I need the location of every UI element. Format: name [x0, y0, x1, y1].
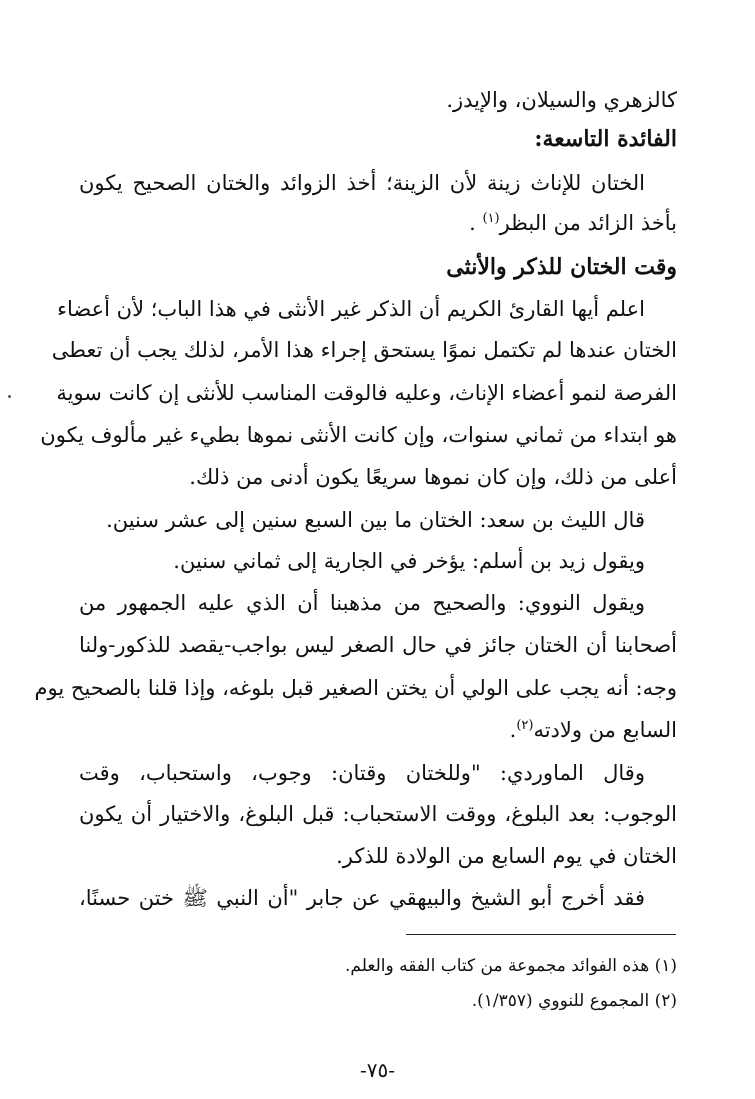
- text-line: كالزهري والسيلان، والإيدز.: [446, 88, 677, 112]
- footnote: (٢) المجموع للنووي (١/٣٥٧).: [471, 991, 677, 1011]
- section-heading: وقت الختان للذكر والأنثى: [446, 254, 677, 280]
- footnote-ref: (١): [482, 211, 500, 226]
- text-line: قال الليث بن سعد: الختان ما بين السبع سنين إلى عشر سنين.: [106, 508, 645, 532]
- text-line: ويقول زيد بن أسلم: يؤخر في الجارية إلى ثماني سنين.: [173, 549, 645, 573]
- text-line: الفرصة لنمو أعضاء الإناث، وعليه فالوقت المناسب للأنثى إن كانت سوية: [56, 381, 677, 405]
- text-line: الختان في يوم السابع من الولادة للذكر.: [336, 844, 677, 868]
- text-segment: السابع من ولادته: [533, 718, 677, 742]
- margin-mark: [8, 395, 11, 398]
- text-line: ويقول النووي: والصحيح من مذهبنا أن الذي عليه الجمهور من: [79, 591, 645, 615]
- text-line: الختان عندها لم تكتمل نموًا يستحق إجراء هذا الأمر، لذلك يجب أن تعطى: [51, 338, 677, 362]
- text-line: [79, 212, 677, 234]
- text-segment: .: [469, 211, 476, 235]
- text-line: الوجوب: بعد البلوغ، ووقت الاستحباب: قبل البلوغ، والاختيار أن يكون: [79, 802, 677, 826]
- text-line: وجه: أنه يجب على الولي أن يختن الصغير قبل بلوغه، وإذا قلنا بالصحيح يوم: [34, 676, 677, 700]
- text-segment: بأخذ الزائد من البظر: [499, 211, 677, 235]
- footnote-divider: [406, 934, 676, 935]
- text-line: [79, 719, 677, 741]
- text-line: فقد أخرج أبو الشيخ والبيهقي عن جابر "أن النبي ﷺ ختن حسنًا،: [79, 886, 645, 910]
- footnote: (١) هذه الفوائد مجموعة من كتاب الفقه والعلم.: [345, 956, 677, 976]
- text-line: وقال الماوردي: "وللختان وقتان: وجوب، واستحباب، وقت: [79, 761, 645, 785]
- footnote-ref: (٢): [516, 718, 534, 733]
- text-line: اعلم أيها القارئ الكريم أن الذكر غير الأنثى في هذا الباب؛ لأن أعضاء: [57, 297, 645, 321]
- text-segment: .: [509, 718, 517, 742]
- text-line: أعلى من ذلك، وإن كان نموها سريعًا يكون أدنى من ذلك.: [189, 465, 677, 489]
- text-line: هو ابتداء من ثماني سنوات، وإن كانت الأنثى نموها بطيء غير مألوف يكون: [40, 423, 677, 447]
- text-line: الختان للإناث زينة لأن الزينة؛ أخذ الزوائد والختان الصحيح يكون: [79, 171, 645, 195]
- page-number: -٧٥-: [359, 1058, 395, 1082]
- text-line: أصحابنا أن الختان جائز في حال الصغر ليس بواجب-يقصد للذكور-ولنا: [79, 633, 677, 657]
- section-heading: الفائدة التاسعة:: [534, 126, 677, 152]
